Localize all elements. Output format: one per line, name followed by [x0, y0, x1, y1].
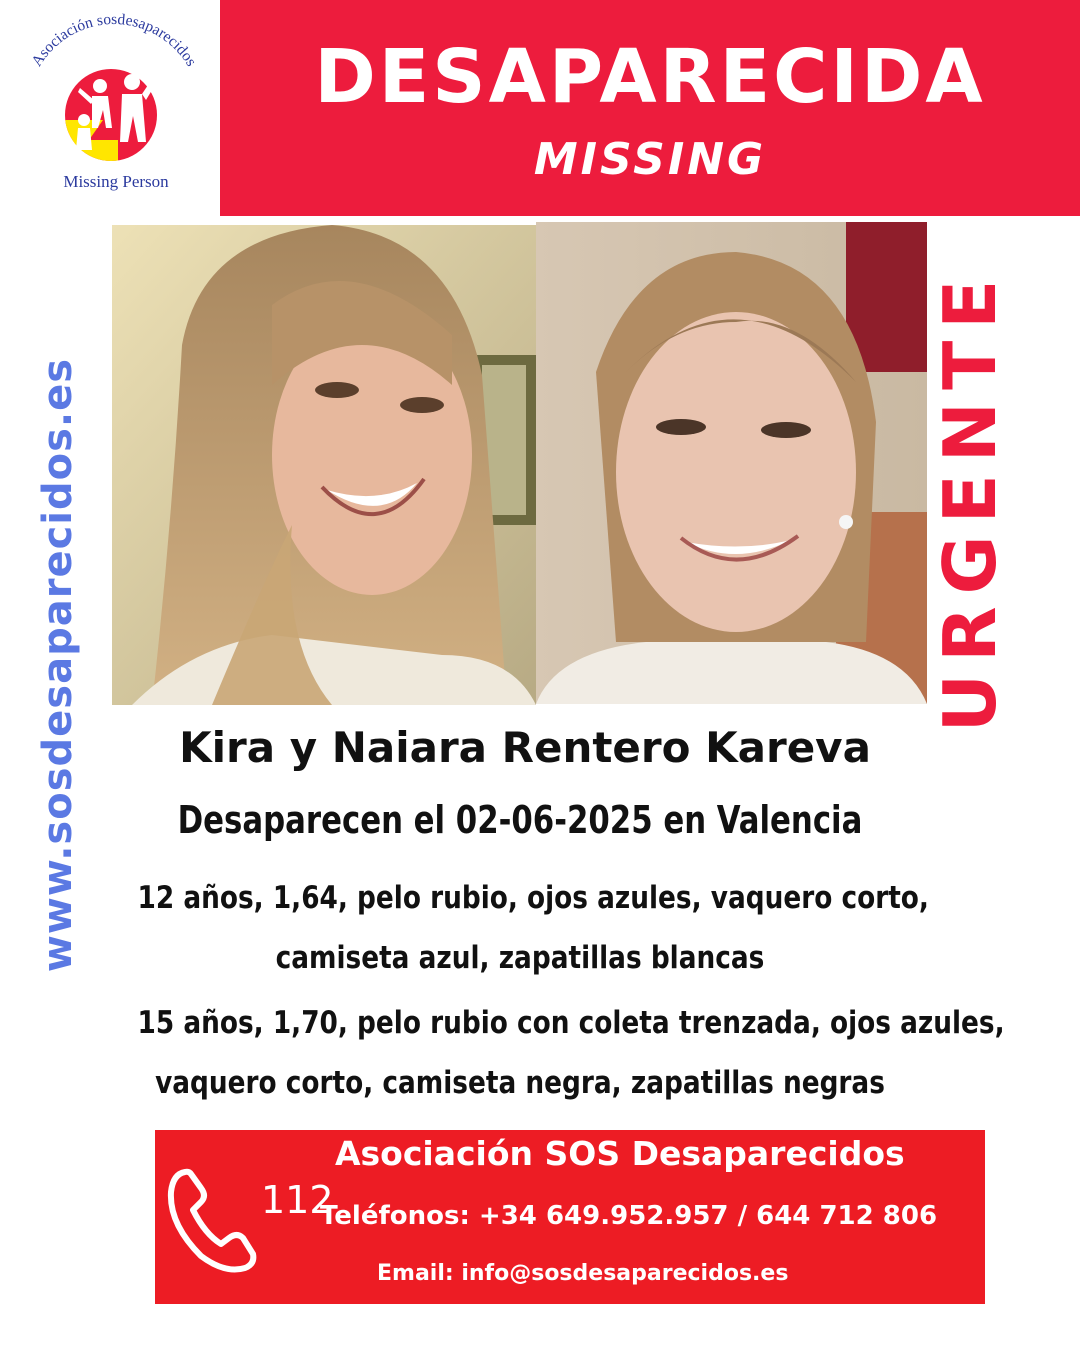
logo-arc-text: Asociación sosdesaparecidos [28, 10, 200, 70]
description-line-2: camiseta azul, zapatillas blancas [275, 940, 765, 976]
description-line-4: vaquero corto, camiseta negra, zapatillas negras [155, 1065, 885, 1101]
description-line-3: 15 años, 1,70, pelo rubio con coleta trenzada, ojos azules, [137, 1005, 1005, 1041]
contact-organization: Asociación SOS Desaparecidos [335, 1134, 905, 1173]
website-vertical-text: www.sosdesaparecidos.es [35, 357, 81, 973]
page-title: DESAPARECIDA [314, 34, 986, 120]
photo-kira [112, 225, 536, 705]
photo-naiara [536, 222, 927, 704]
header-banner [220, 0, 1080, 216]
description-line-1: 12 años, 1,64, pelo rubio, ojos azules, vaquero corto, [137, 880, 929, 916]
phone-icon [163, 1164, 263, 1274]
contact-box [155, 1130, 985, 1304]
disappearance-date: Desaparecen el 02-06-2025 en Valencia [177, 798, 863, 842]
page-subtitle: MISSING [533, 134, 767, 185]
association-logo [8, 10, 218, 200]
logo-caption: Missing Person [63, 172, 169, 191]
emergency-number: 112 [261, 1178, 334, 1222]
contact-email[interactable]: Email: info@sosdesaparecidos.es [377, 1261, 789, 1286]
missing-names: Kira y Naiara Rentero Kareva [179, 723, 871, 772]
contact-phones[interactable]: Teléfonos: +34 649.952.957 / 644 712 806 [320, 1201, 938, 1231]
urgent-label: URGENTE [928, 267, 1012, 733]
